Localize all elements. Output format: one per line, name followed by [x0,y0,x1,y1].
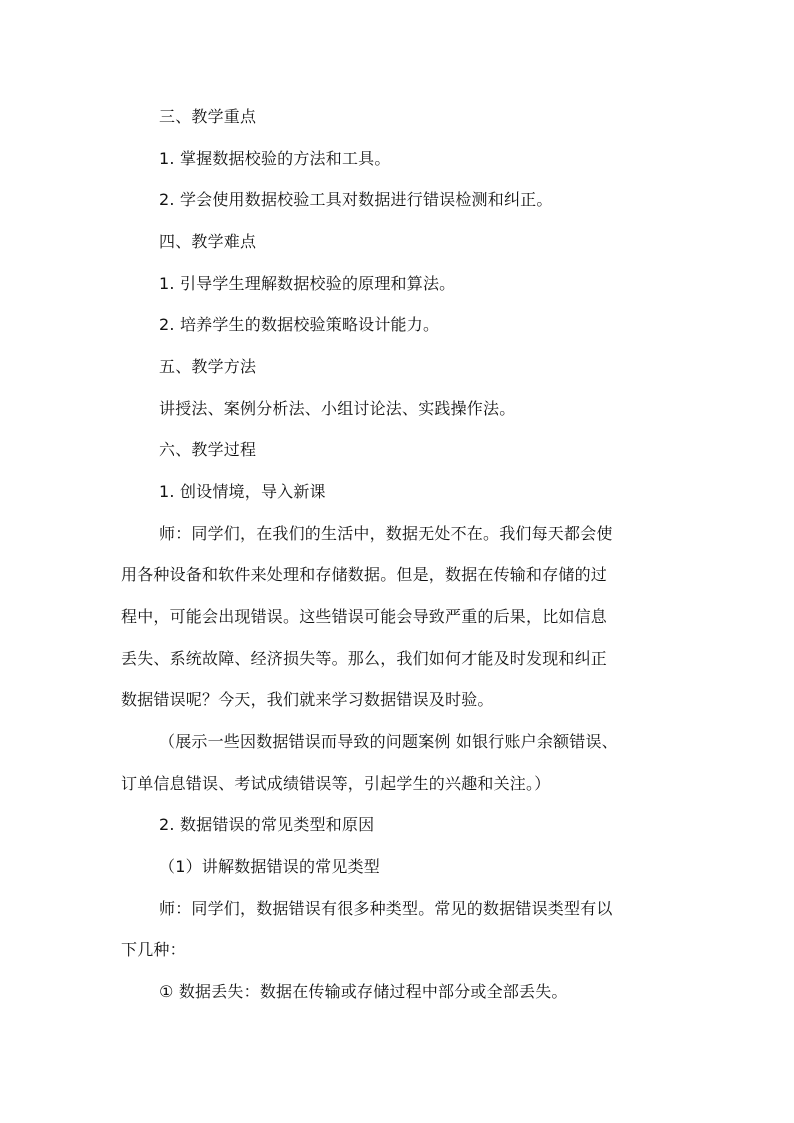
paragraph-line: 师：同学们，数据错误有很多种类型。常见的数据错误类型有以 [159,899,613,918]
difficulty-item-2: 2. 培养学生的数据校验策略设计能力。 [159,315,440,334]
paragraph-line: 丢失、系统故障、经济损失等。那么，我们如何才能及时发现和纠正 [121,649,608,668]
focus-item-1: 1. 掌握数据校验的方法和工具。 [159,149,391,168]
paragraph-line: 下几种： [121,940,186,959]
paragraph-line: 程中，可能会出现错误。这些错误可能会导致严重的后果，比如信息 [121,607,608,626]
focus-item-2: 2. 学会使用数据校验工具对数据进行错误检测和纠正。 [159,190,553,209]
paragraph-line: 用各种设备和软件来处理和存储数据。但是，数据在传输和存储的过 [121,565,608,584]
paragraph-line: 师：同学们，在我们的生活中，数据无处不在。我们每天都会使 [159,524,613,543]
process-step-2-heading: 2. 数据错误的常见类型和原因 [159,815,375,834]
process-step-1-heading: 1. 创设情境，导入新课 [159,482,326,501]
paragraph-line: （展示一些因数据错误而导致的问题案例 如银行账户余额错误、 [159,732,618,751]
method-paragraph: 讲授法、案例分析法、小组讨论法、实践操作法。 [159,399,516,418]
paragraph-line: 数据错误呢？今天，我们就来学习数据错误及时验。 [121,690,494,709]
subheading-error-types: （1）讲解数据错误的常见类型 [159,857,380,876]
list-item-data-loss: ① 数据丢失：数据在传输或存储过程中部分或全部丢失。 [159,982,568,1001]
difficulty-item-1: 1. 引导学生理解数据校验的原理和算法。 [159,274,456,293]
section-heading-teaching-process: 六、教学过程 [159,440,257,459]
section-heading-teaching-difficulty: 四、教学难点 [159,232,257,251]
section-heading-teaching-method: 五、教学方法 [159,357,257,376]
paragraph-line: 订单信息错误、考试成绩错误等，引起学生的兴趣和关注。） [121,774,551,793]
section-heading-teaching-focus: 三、教学重点 [159,107,257,126]
